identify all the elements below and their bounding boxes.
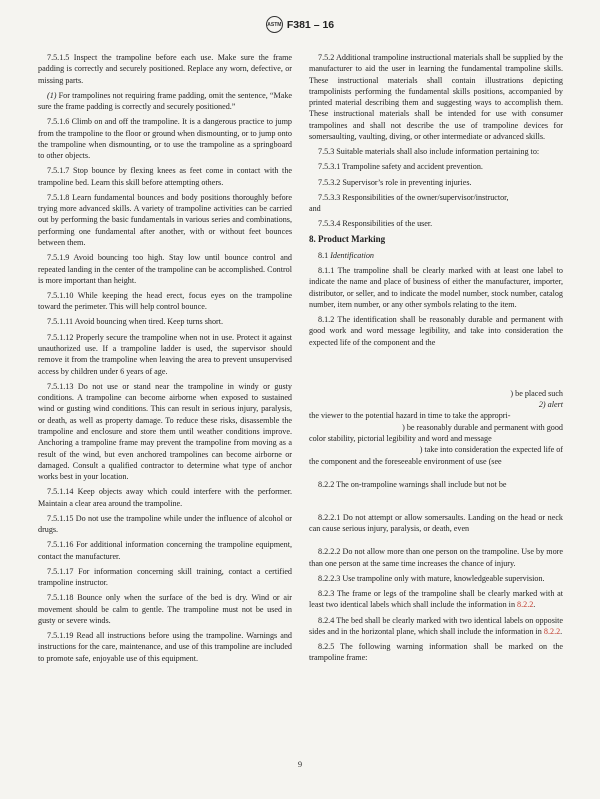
paragraph: 7.5.1.13 Do not use or stand near the trampoline in windy or gusty conditions. A trampoline can become airborne when exposed to sustained wind or gusting wind conditions. This can result in serious injury, paralysis, or death, as well as property damage. To reduce these risks, disassemble the trampoline and enclosure and store them until weather conditions improve. Anchoring a trampoline frame may prevent the trampoline from moving as a result of the wind, but even anchored trampolines can become airborne or damaged. Consult a qualified contractor to determine what type of anchor works best in your location. — [38, 381, 292, 482]
paragraph: 7.5.1.11 Avoid bouncing when tired. Keep turns short. — [47, 317, 224, 327]
text-fragment: color stability, pictorial legibility and word and message — [309, 434, 492, 444]
text-fragment: ) be placed such — [510, 388, 563, 398]
paragraph: 8.1.1 The trampoline shall be clearly marked with at least one label to indicate the name and place of business of either the manufacturer, importer, distributor, or seller, and to indicate the model number, stock number, catalog number, item number, or any other symbols relating to the item. — [309, 265, 563, 309]
paragraph: 7.5.3.1 Trampoline safety and accident prevention. — [318, 162, 483, 172]
paragraph: 7.5.1.9 Avoid bouncing too high. Stay low until bounce control and repeated landing in the center of the trampoline can be accomplished. Control is more important than height. — [38, 253, 292, 285]
paragraph: 7.5.3 Suitable materials shall also include information pertaining to: — [318, 147, 540, 157]
paragraph: 7.5.1.14 Keep objects away which could interfere with the performer. Maintain a clear area around the trampoline. — [38, 487, 292, 508]
text-fragment: ) be reasonably durable and permanent with good — [402, 422, 563, 432]
section-link[interactable]: 8.2.2 — [543, 626, 561, 636]
paragraph: 8.2.2.3 Use trampoline only with mature, knowledgeable supervision. — [318, 573, 545, 583]
note-number: (1) — [47, 90, 57, 100]
paragraph: 7.5.1.17 For information concerning skill training, contact a certified trampoline instructor. — [38, 566, 292, 588]
paragraph: 8.2.2 The on-trampoline warnings shall include but not be — [318, 479, 507, 489]
paragraph: 7.5.1.5 Inspect the trampoline before each use. Make sure the frame padding is correctly and securely positioned. Replace any worn, defective, or missing parts. — [38, 53, 292, 85]
subsection-title: Identification — [330, 250, 374, 260]
paragraph: 7.5.1.10 While keeping the head erect, focus eyes on the trampoline toward the perimeter. This will help control bounce. — [38, 290, 292, 312]
paragraph: 8.2.2.1 Do not attempt or allow somersaults. Landing on the head or neck can cause serious injury, paralysis, or death, even — [309, 513, 563, 534]
paragraph: 7.5.3.2 Supervisor’s role in preventing injuries. — [318, 177, 472, 187]
text-fragment: the viewer to the potential hazard in time to take the appropri- — [309, 411, 511, 421]
text-gap — [309, 471, 563, 479]
text-fragment: 2) alert — [538, 400, 563, 410]
text-fragment: ) take into consideration the expected life of — [419, 445, 563, 455]
paragraph: and — [309, 204, 321, 214]
paragraph: 7.5.1.16 For additional information concerning the trampoline equipment, contact the manufacturer. — [38, 540, 292, 561]
paragraph: 7.5.1.15 Do not use the trampoline while under the influence of alcohol or drugs. — [38, 513, 292, 535]
paragraph: 7.5.3.3 Responsibilities of the owner/supervisor/instructor, — [318, 192, 509, 202]
paragraph: 7.5.1.12 Properly secure the trampoline when not in use. Protect it against unauthorized use. If a trampoline ladder is used, the supervisor should remove it from the trampoline when leaving the area to prevent unsupervised access by children under 6 years of age. — [38, 332, 292, 376]
paragraph: 7.5.1.19 Read all instructions before using the trampoline. Warnings and instructions for the care, maintenance, and use of this trampoline are included to promote safe, enjoyable use of this equipment. — [38, 631, 292, 663]
subsection-heading — [309, 250, 563, 261]
paragraph: 7.5.1.8 Learn fundamental bounces and body positions thoroughly before trying more advanced skills. A variety of trampoline activities can be carried out by performing the basic fundamentals in various series and combinations, performing one fundamental after another, with or without feet bounces between them. — [38, 192, 292, 248]
paragraph: 7.5.3.4 Responsibilities of the user. — [318, 219, 433, 229]
text-gap — [309, 352, 563, 388]
astm-logo: ASTM — [266, 16, 283, 33]
paragraph: 8.2.3 The frame or legs of the trampoline shall be clearly marked with at least two identical labels which shall include the information in 8.2.2. — [309, 589, 563, 610]
section-heading: 8. Product Marking — [309, 233, 386, 244]
paragraph: 8.2.2.2 Do not allow more than one person on the trampoline. Use by more than one person at the same time increases the chance of injury. — [309, 547, 563, 568]
paragraph: 7.5.1.7 Stop bounce by flexing knees as feet come in contact with the trampoline bed. Learn this skill before attempting others. — [38, 166, 292, 187]
paragraph: 8.1.2 The identification shall be reasonably durable and permanent with good work and word message legibility, and take into consideration the expected life of the component and the — [309, 315, 563, 347]
text-gap — [309, 538, 563, 546]
paragraph: 7.5.1.18 Bounce only when the surface of the bed is dry. Wind or air movement should be calm to gentle. The trampoline must not be used in gusty or severe winds. — [38, 593, 292, 625]
text-gap — [309, 494, 563, 512]
paragraph: 8.2.5 The following warning information shall be marked on the trampoline frame: — [309, 642, 563, 663]
page-number: 9 — [297, 759, 303, 769]
page-header — [0, 16, 600, 33]
right-column — [309, 52, 563, 668]
left-column — [38, 52, 292, 668]
paragraph — [38, 90, 292, 113]
paragraph: 7.5.1.6 Climb on and off the trampoline. It is a dangerous practice to jump from the trampoline to the floor or ground when dismounting, or to jump onto the trampoline when dismounting, or to use the trampoline as a springboard to other objects. — [38, 117, 292, 161]
standard-designation: F381 – 16 — [286, 18, 335, 31]
paragraph: 8.2.4 The bed shall be clearly marked with two identical labels on opposite sides and in the horizontal plane, which shall include the information in 8.2.2. — [309, 615, 563, 636]
text-fragment: the component and the foreseeable environment of use (see — [309, 456, 502, 466]
section-link[interactable]: 8.2.2 — [517, 600, 534, 610]
note-text: For trampolines not requiring frame padding, omit the sentence, “Make sure the frame padding is correctly and securely positioned.” — [38, 90, 292, 112]
paragraph: 7.5.2 Additional trampoline instructional materials shall be supplied by the manufacturer to aid the user in learning the fundamental trampoline skills. These instructional materials shall contain illustrations depicting trampolinists performing the fundamental skills positions, accompanied by printed material describing them and suggesting ways to accomplish them. These instructional materials shall be intended for use with consumer trampolines and shall not describe the use of trampoline devices for somersaulting, vaulting, diving, or other intermediate or advanced skills. — [309, 53, 563, 142]
subsection-number: 8.1 — [318, 250, 331, 260]
